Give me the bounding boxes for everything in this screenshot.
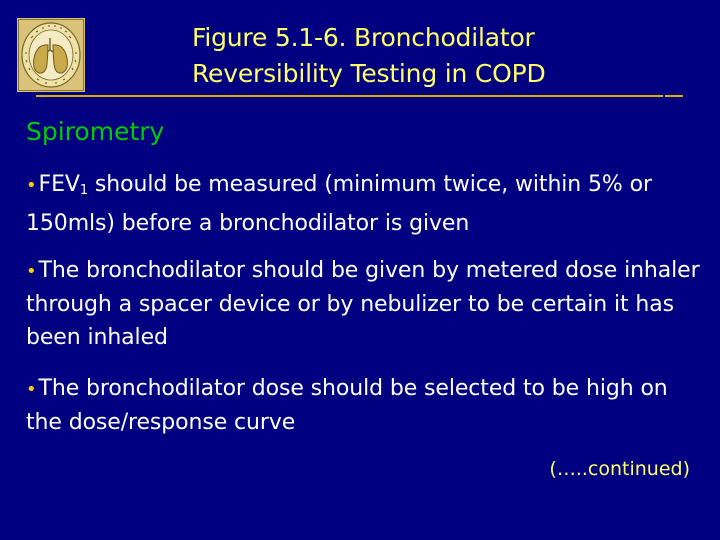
section-heading: Spirometry bbox=[26, 117, 165, 146]
title-divider-stub bbox=[665, 95, 683, 97]
title-line-1: Figure 5.1-6. Bronchodilator bbox=[192, 23, 535, 52]
slide-title bbox=[192, 20, 692, 92]
bullet-1-subscript: 1 bbox=[79, 183, 89, 198]
lungs-seal-icon bbox=[17, 18, 85, 92]
bullet-glyph: • bbox=[26, 261, 37, 282]
bullet-glyph: • bbox=[26, 175, 37, 196]
bullet-1-text: should be measured (minimum twice, within 5% or 150mls) before a bronchodilator is given bbox=[26, 172, 652, 236]
bullet-item-1 bbox=[26, 168, 706, 240]
bullet-glyph: • bbox=[26, 379, 37, 400]
continued-note: (…..continued) bbox=[549, 458, 690, 480]
bullet-3-text: The bronchodilator dose should be selected to be high on the dose/response curve bbox=[26, 376, 668, 435]
bullet-2-text: The bronchodilator should be given by metered dose inhaler through a spacer device or by nebulizer to be certain it has been inhaled bbox=[26, 258, 700, 350]
title-line-2: Reversibility Testing in COPD bbox=[192, 59, 546, 88]
bullet-1-fev: FEV bbox=[38, 172, 80, 197]
title-divider bbox=[36, 95, 663, 97]
bullet-item-3 bbox=[26, 372, 706, 439]
bullet-item-2 bbox=[26, 254, 706, 354]
